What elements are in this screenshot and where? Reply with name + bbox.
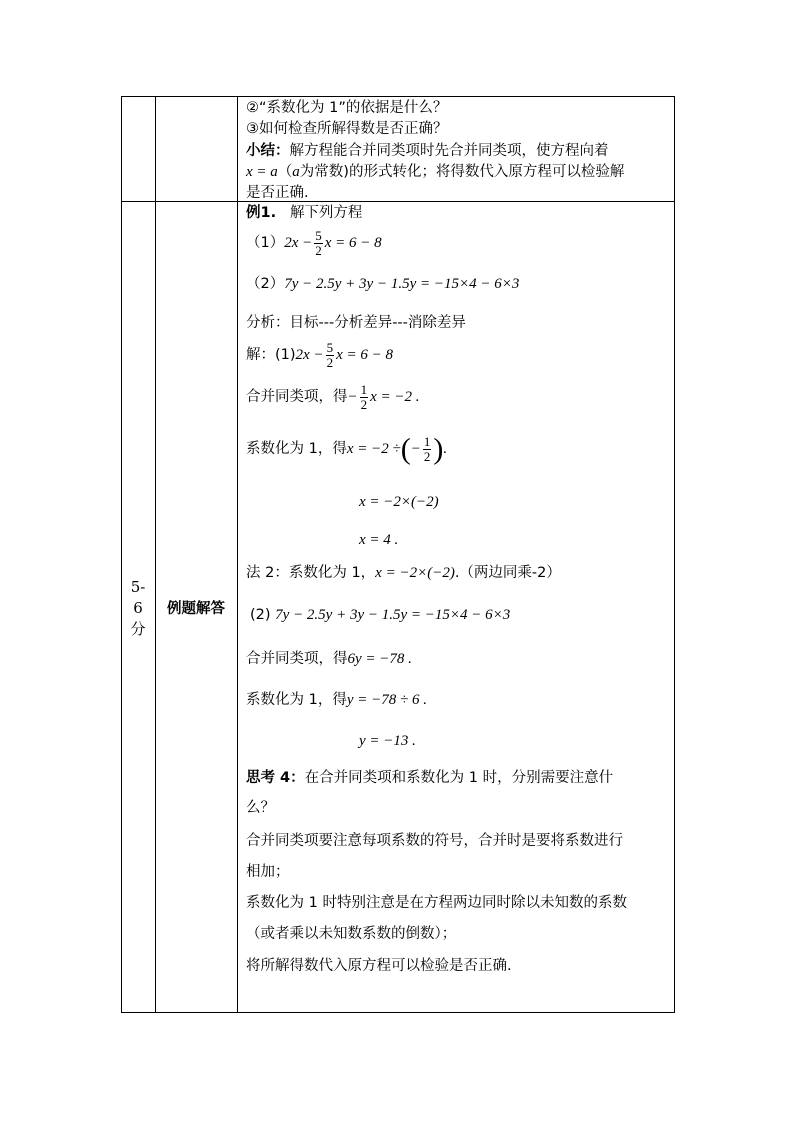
solution-1-start (246, 340, 393, 370)
coef-step-2-eq: y = −78 ÷ 6 . (346, 692, 427, 708)
time-line-1: 5- (130, 578, 146, 596)
question-3: ③如何检查所解得数是否正确？ (246, 121, 448, 137)
note-line-3: 系数化为 1 时特别注意是在方程两边同时除以未知数的系数 (246, 895, 627, 911)
coef-step-2 (246, 690, 427, 710)
note-line-2: 相加； (246, 864, 290, 880)
note-line-1: 合并同类项要注意每项系数的符号，合并时是要将系数进行 (246, 833, 623, 849)
solution-label: 解：(1) (246, 347, 296, 363)
method-2-eq: x = −2×(−2) (375, 565, 455, 581)
problem-1-label: （1） (246, 235, 285, 251)
summary-text-2: 为常数)的形式转化；将得数代入原方程可以检验解 (299, 164, 625, 180)
note-line-5: 将所解得数代入原方程可以检验是否正确. (246, 958, 512, 974)
think-4-text-1: 在合并同类项和系数化为 1 时，分别需要注意什 (304, 770, 614, 786)
problem-2-solution-label: (2) (250, 607, 271, 623)
step-b: x = 4 . (359, 532, 399, 548)
problem-1-eq: 2x − $\frac{5}{2}$ x = 6 − 8 (284, 228, 382, 259)
combine-step-1-eq: − $\frac{1}{2}$ x = −2 . (347, 382, 420, 413)
table-row-divider (121, 201, 675, 202)
example-title-label: 例1. (246, 205, 277, 221)
step-a: x = −2×(−2) (359, 494, 439, 510)
coef-step-1-eq: x = −2 ÷(− $\frac{1}{2}$ ). (346, 432, 448, 466)
think-4-label: 思考 4： (246, 770, 305, 786)
combine-step-2-text: 合并同类项，得 (246, 651, 348, 667)
problem-2-eq: 7y − 2.5y + 3y − 1.5y = −15×4 − 6×3 (284, 276, 520, 292)
combine-step-1-text: 合并同类项，得 (246, 389, 348, 405)
problem-1 (246, 228, 382, 258)
problem-2-solution (250, 605, 510, 625)
example-title-text: 解下列方程 (289, 205, 363, 221)
time-line-3: 分 (130, 620, 146, 638)
think-4-line-1 (246, 768, 613, 788)
summary-paren: （ (277, 164, 293, 180)
think-4-line-2: 么？ (246, 800, 275, 816)
coef-step-1 (246, 432, 447, 466)
problem-2 (246, 274, 519, 294)
analysis-line: 分析：目标---分析差异---消除差异 (246, 315, 466, 331)
time-line-2: 6 (133, 599, 143, 617)
combine-step-2-eq: 6y = −78 . (347, 651, 412, 667)
method-2-text: 法 2：系数化为 1， (246, 565, 376, 581)
summary-line-3: 是否正确. (246, 185, 309, 201)
summary-label: 小结： (246, 143, 290, 159)
summary-eq: x = a (246, 164, 278, 180)
problem-2-solution-eq: 7y − 2.5y + 3y − 1.5y = −15×4 − 6×3 (275, 607, 511, 623)
answer-2: y = −13 . (359, 733, 416, 749)
summary-line-2 (246, 162, 624, 182)
table-divider-1 (155, 96, 156, 1013)
method-2-line (246, 563, 561, 583)
method-2-note: .（两边同乘-2） (454, 565, 561, 581)
question-2: ②“系数化为 1”的依据是什么？ (246, 100, 448, 116)
table-border-top (121, 96, 675, 97)
summary-a: a (292, 164, 300, 180)
problem-2-label: （2） (246, 276, 285, 292)
summary-line-1 (246, 141, 609, 161)
combine-step-2 (246, 649, 412, 669)
note-line-4: （或者乘以未知数系数的倒数）； (246, 926, 457, 942)
table-border-left (121, 96, 122, 1013)
topic-label: 例题解答 (167, 601, 225, 617)
time-cell (121, 577, 155, 640)
example-title (246, 203, 362, 223)
table-divider-2 (237, 96, 238, 1013)
combine-step-1 (246, 382, 420, 412)
table-border-bottom (121, 1012, 675, 1013)
coef-step-1-text: 系数化为 1，得 (246, 441, 347, 457)
summary-text-1: 解方程能合并同类项时先合并同类项，使方程向着 (289, 143, 609, 159)
coef-step-2-text: 系数化为 1，得 (246, 692, 347, 708)
solution-1-eq: 2x − $\frac{5}{2}$ x = 6 − 8 (295, 340, 393, 371)
table-border-right (674, 96, 675, 1013)
